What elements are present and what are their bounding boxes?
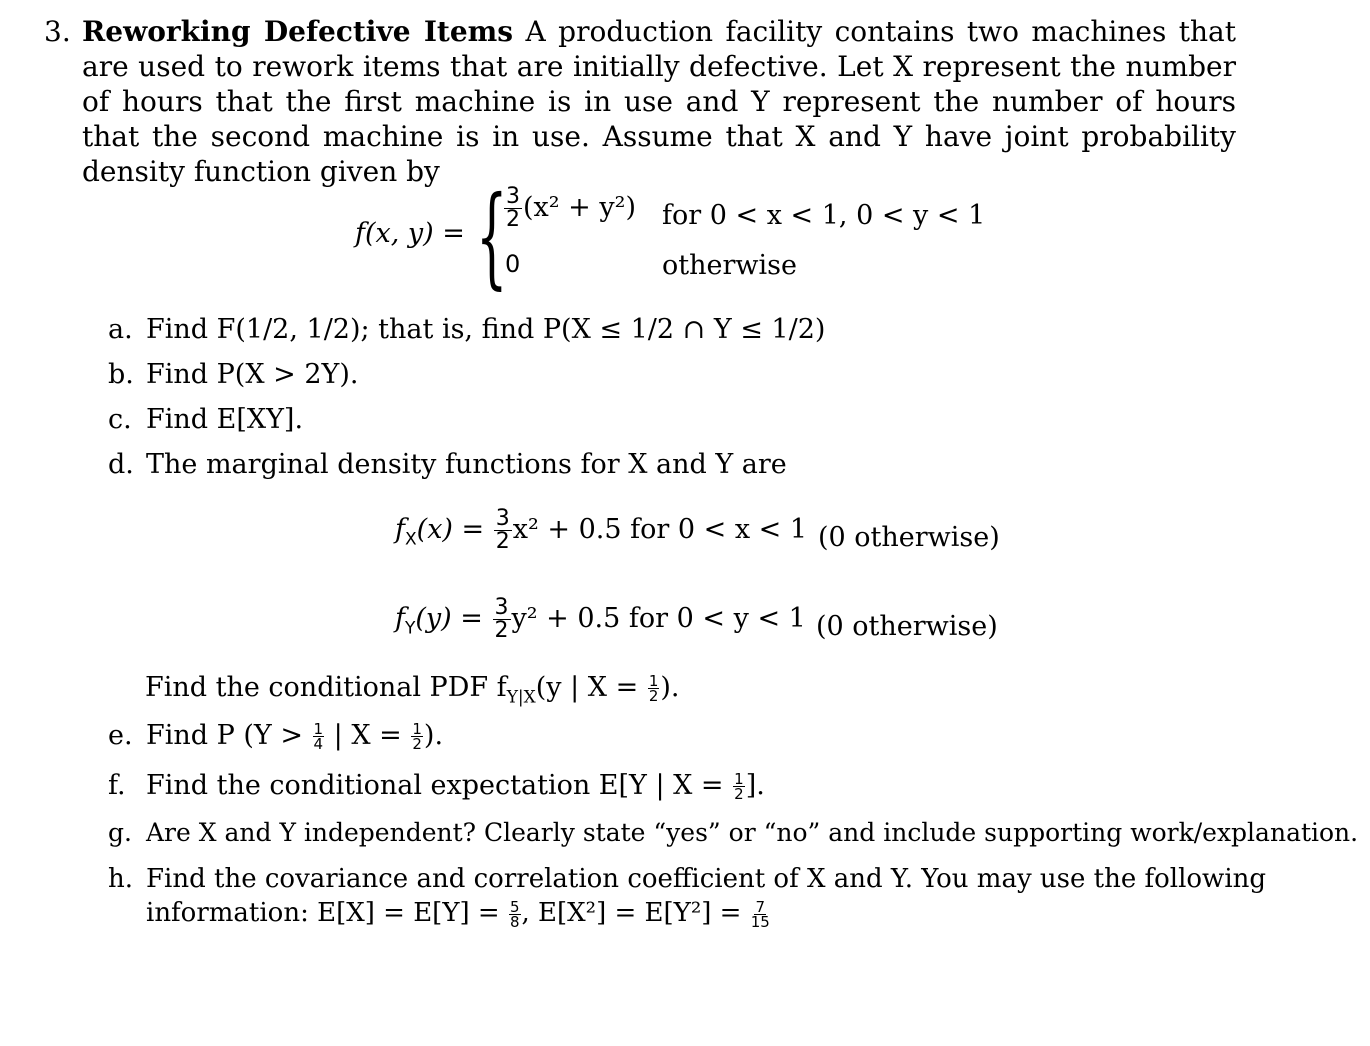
part-d: d. The marginal density functions for X and Y are [108, 449, 787, 480]
marginal-fx-otherwise: (0 otherwise) [818, 522, 1000, 553]
problem-intro [44, 14, 1236, 189]
part-g: g. Are X and Y independent? Clearly state “yes” or “no” and include supporting work/explanation. [108, 818, 1359, 847]
joint-pdf-case2-condition: otherwise [662, 250, 797, 281]
joint-pdf-lhs: f(x, y) = [355, 218, 465, 249]
marginal-fy-otherwise: (0 otherwise) [816, 611, 998, 642]
part-b: b. Find P(X > 2Y). [108, 359, 359, 390]
problem-number: 3. [44, 15, 71, 48]
part-h-info: information: E[X] = E[Y] = $\frac{5}{8}$ , E[X²] = E[Y²] = $\frac{7}{15}$ [146, 897, 770, 931]
joint-pdf-case1 [503, 186, 636, 231]
part-e: e. Find P (Y > $\frac{1}{4}$ | X = $\frac{1}{2}$ ). [108, 720, 444, 753]
joint-pdf-expression: (x² + y²) [523, 192, 636, 223]
marginal-fx: $f_X(x)$ = $\frac{3}{2}$ x² + 0.5 for 0 < x < 1 [395, 506, 808, 554]
problem-title: Reworking Defective Items [82, 15, 514, 48]
joint-pdf-brace: { [476, 172, 508, 300]
part-c: c. Find E[XY]. [108, 404, 304, 435]
part-h: h. Find the covariance and correlation coefficient of X and Y. You may use the following [108, 864, 1267, 894]
joint-pdf-case2-value: 0 [505, 250, 521, 278]
part-f: f. Find the conditional expectation E[Y | X = $\frac{1}{2}$ ]. [108, 770, 765, 803]
marginal-fy: $f_Y(y)$ = $\frac{3}{2}$ y² + 0.5 for 0 < y < 1 [395, 595, 806, 643]
joint-pdf-coefficient: $\frac{3}{2}$ [506, 184, 520, 232]
part-a: a. Find F(1/2, 1/2); that is, find P(X ≤ 1/2 ∩ Y ≤ 1/2) [108, 314, 826, 345]
problem-intro-text: A production facility contains two machines that are used to rework items that are initially defective. Let X represent the number of hours that the first machine is in use and Y represent the number of hours that the second machine is in use. Assume that X and Y have joint probability density function given by [82, 15, 1236, 188]
joint-pdf-case1-condition: for 0 < x < 1, 0 < y < 1 [662, 200, 986, 231]
part-d-conditional: Find the conditional PDF $f_{Y|X}(y$ | X = $\frac{1}{2}$ ). [145, 672, 680, 708]
